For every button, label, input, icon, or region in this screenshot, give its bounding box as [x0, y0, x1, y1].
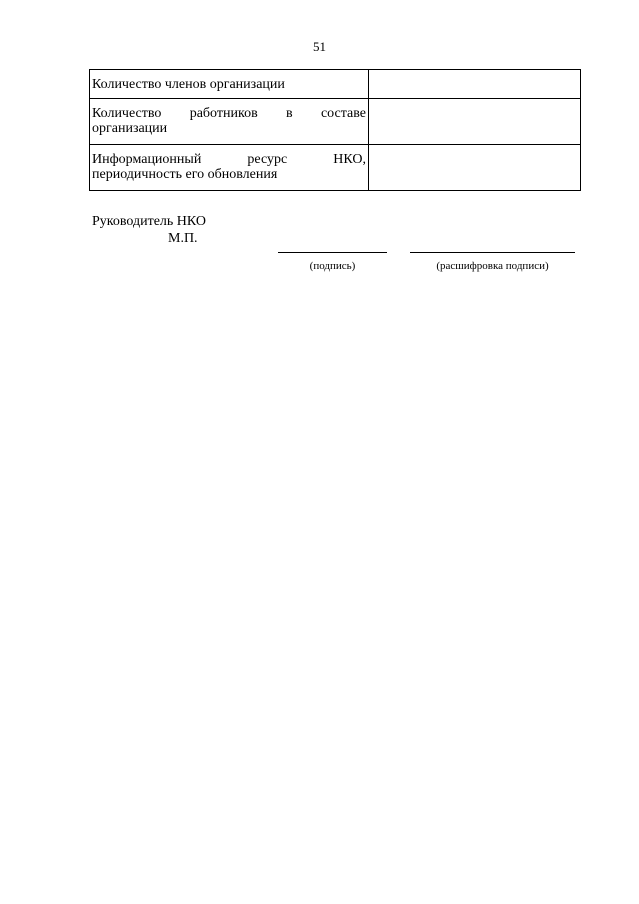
- signature-decoding-caption: (расшифровка подписи): [436, 260, 549, 272]
- info-resource-value: [369, 145, 581, 191]
- table-row: [90, 70, 581, 99]
- head-title: Руководитель НКО: [92, 214, 207, 229]
- info-resource-label: Информационный ресурс НКО, периодичность его обновления: [90, 145, 369, 191]
- organization-info-table: [89, 69, 581, 191]
- signature-decoding-line: [410, 252, 575, 253]
- stamp-label: М.П.: [168, 231, 198, 246]
- table-row: [90, 99, 581, 145]
- members-count-label: Количество членов организации: [90, 70, 369, 99]
- signature-caption: (подпись): [309, 260, 356, 272]
- employees-count-label: Количество работников в составе организации: [90, 99, 369, 145]
- table-row: [90, 145, 581, 191]
- page-number: 51: [313, 39, 326, 54]
- members-count-value: [369, 70, 581, 99]
- signature-line: [278, 252, 387, 253]
- employees-count-value: [369, 99, 581, 145]
